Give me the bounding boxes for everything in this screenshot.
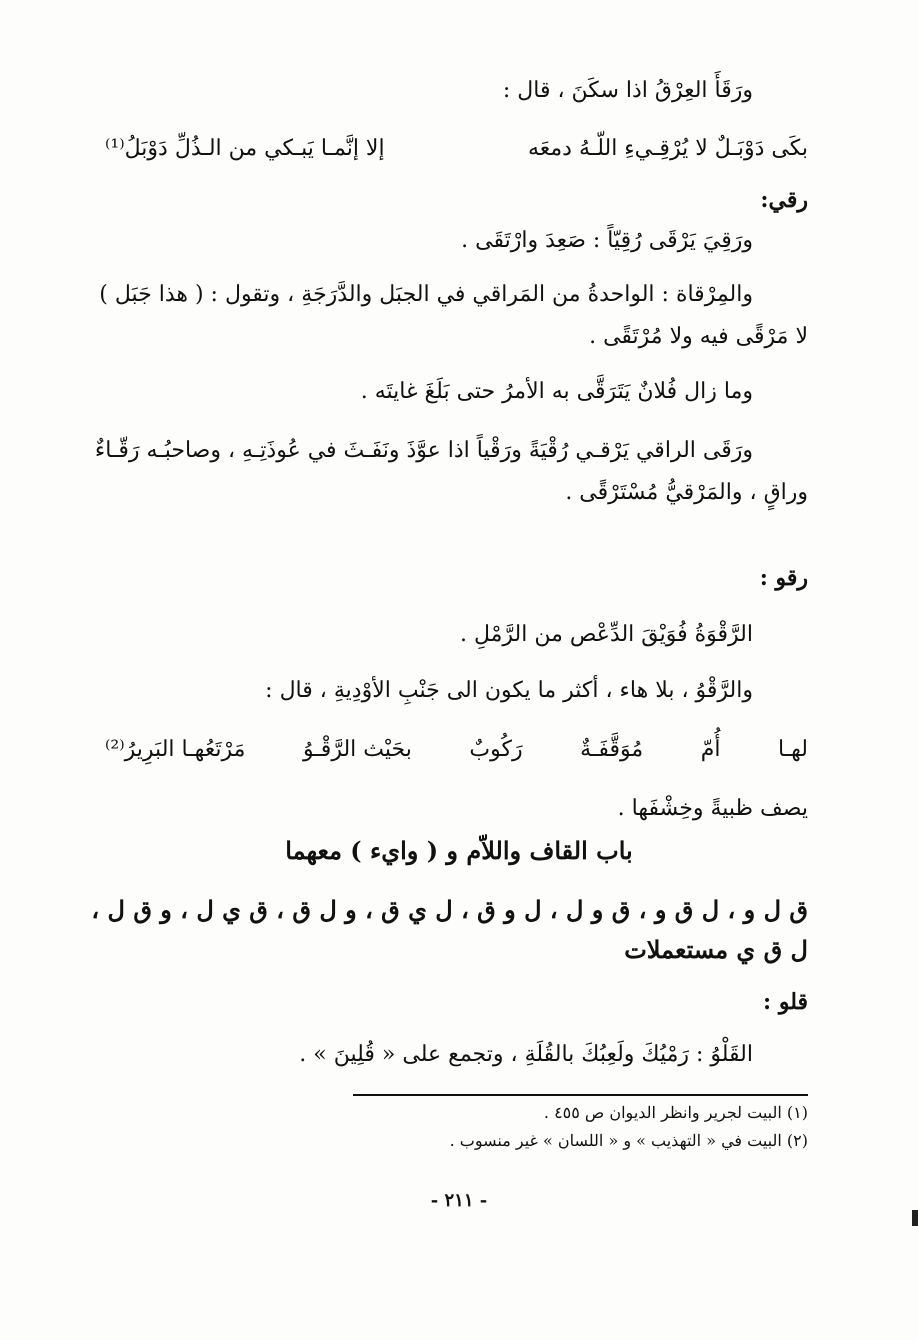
text-line: ورَقِيَ يَرْقَى رُقِيّاً : صَعِدَ وارْتَقَى . — [461, 228, 753, 253]
text-line: القَلْوُ : رَمْيُكَ ولَعِبُكَ بالقُلَةِ ، وتجمع على « قُلِينَ » . — [299, 1042, 753, 1067]
text-line: ورَقَأَ العِرْقُ اذا سكَنَ ، قال : — [502, 78, 753, 103]
roots-line — [91, 890, 808, 970]
page-number: - ٢١١ - — [430, 1190, 488, 1211]
verse-line — [105, 134, 808, 164]
text-line: لا مَرْقًى فيه ولا مُرْتَقًى . — [589, 324, 808, 349]
verse-word: مُوَقَّفَـةٌ — [580, 737, 644, 762]
verse-word: رَكُوبٌ — [469, 737, 523, 762]
entry-heading: قلو : — [763, 989, 808, 1015]
text-line: الرَّقْوَةُ فُوَيْقَ الدِّعْص من الرَّمْلِ . — [459, 622, 753, 647]
text-line: والرَّقْوُ ، بلا هاء ، أكثر ما يكون الى جَنْبِ الأوْدِيةِ ، قال : — [265, 678, 753, 703]
roots-text: ق ل و ، ل ق و ، ق و ل ، ل و ق ، ل ي ق ، و ل ق ، ق ي ل ، و ق ل ، — [91, 895, 808, 924]
verse-word: لهـا — [778, 737, 808, 762]
verse-line — [105, 735, 808, 765]
verse-word: بحَيْث الرَّقْـوُ — [303, 737, 412, 762]
verse-word: أُمّ — [700, 737, 721, 762]
verse-hemistich-first: بكَى دَوْبَـلٌ لا يُرْقِـيءِ اللّـهُ دمعَه — [527, 136, 808, 161]
footnote: (٢) البيت في « التهذيب » و « اللسان » غير منسوب . — [449, 1131, 808, 1150]
entry-heading: رقي: — [760, 187, 808, 213]
edge-mark — [912, 1210, 918, 1226]
chapter-title: باب القاف واللاّم و ( وايء ) معهما — [285, 836, 633, 865]
footnote-divider — [353, 1094, 808, 1096]
text-line: والمِرْقاة : الواحدةُ من المَراقي في الجبَل والدَّرَجَةِ ، وتقول : ( هذا جَبَل ) — [99, 282, 753, 307]
footnote: (١) البيت لجرير وانظر الديوان ص ٤٥٥ . — [543, 1103, 808, 1122]
text-line: وراقٍ ، والمَرْقيُّ مُسْتَرْقًى . — [565, 480, 808, 505]
verse-hemistich-second: إلا إنَّمـا يَبـكي من الـذُلِّ دَوْبَلُ⁽¹⁾ — [105, 136, 385, 161]
text-line: وما زال فُلانٌ يَتَرَقَّى به الأمرُ حتى بَلَغَ غايتَه . — [360, 379, 753, 404]
text-line: ورَقَى الراقي يَرْقـي رُقْيَةً ورَقْياً اذا عوَّذَ ونَفَـثَ في عُوذَتِـهِ ، وصاحبُـه رَقّـاءٌ — [94, 438, 753, 463]
roots-text: ل ق ي مستعملات — [624, 935, 808, 964]
entry-heading: رقو : — [759, 565, 808, 591]
text-line: يصف ظبيةً وخِشْفَها . — [617, 796, 808, 821]
verse-word: مَرْتَعُهـا البَرِيرُ⁽²⁾ — [105, 737, 246, 762]
